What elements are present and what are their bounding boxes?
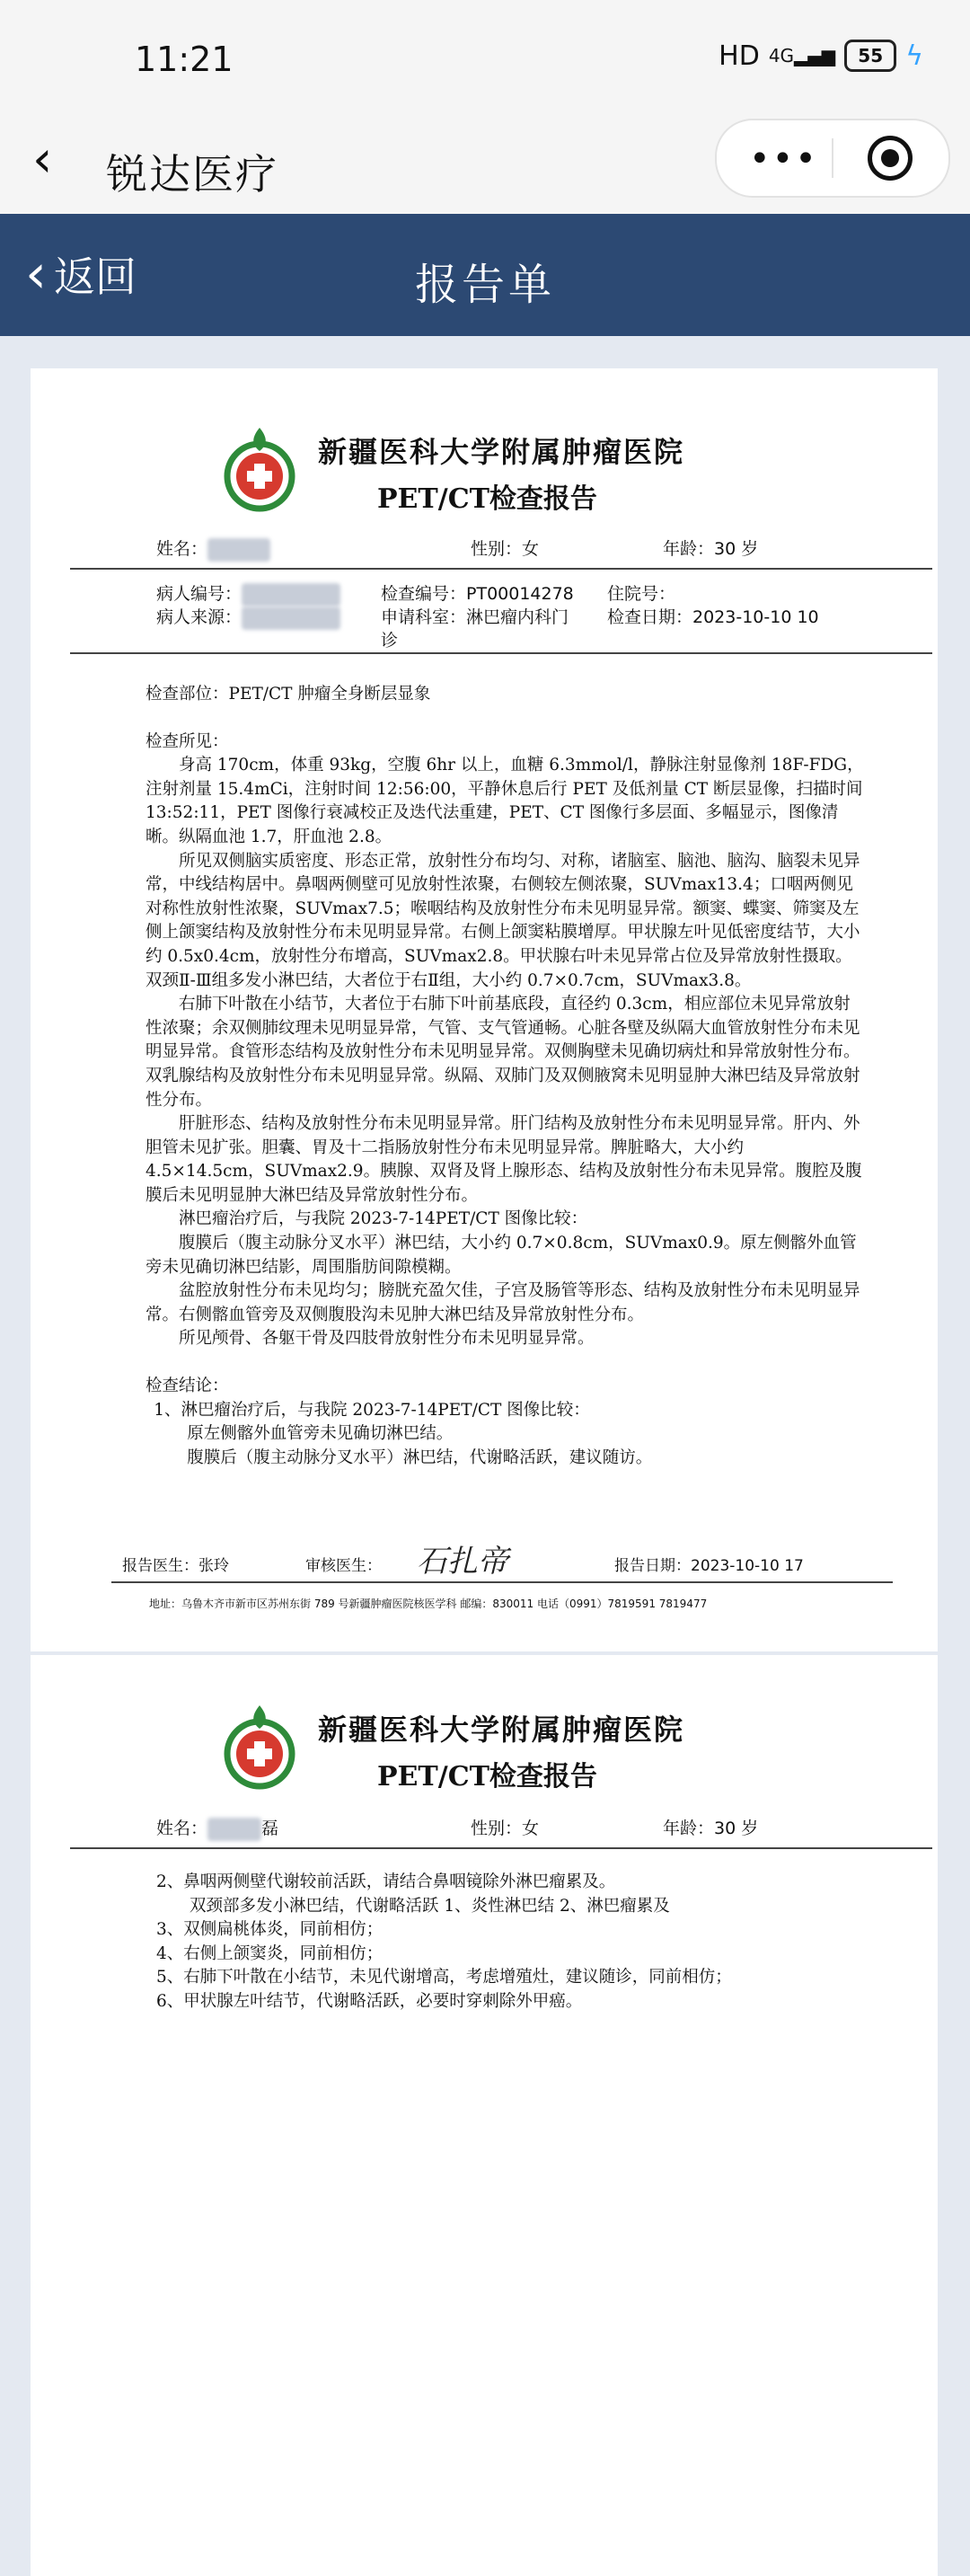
- conclusion-item: 3、双侧扁桃体炎，同前相仿；: [156, 1920, 384, 1940]
- status-time: 11:21: [135, 40, 234, 79]
- divider: [70, 652, 932, 654]
- target-icon[interactable]: [868, 136, 913, 181]
- reviewer-signature: 石扎帝: [417, 1544, 508, 1580]
- hospital-name: 新疆医科大学附属肿瘤医院: [318, 1713, 685, 1747]
- report-body: [146, 683, 864, 1470]
- page-title: 报告单: [414, 260, 555, 310]
- conclusion-title: 检查结论：: [146, 1377, 229, 1396]
- finding-paragraph: 右肺下叶散在小结节，大者位于右肺下叶前基底段，直径约 0.3cm，相应部位未见异常放射性浓聚；余双侧肺纹理未见明显异常，气管、支气管通畅。心脏各壁及纵隔大血管放射性分布未见明显异常。食管形态结构及放射性分布未见明显异常。双侧胸壁未见确切病灶和异常放射性分布。双乳腺结构及放射性分布未见明显异常。纵隔、双肺门及双侧腋窝未见明显肿大淋巴结及异常放射性分布。: [146, 995, 860, 1110]
- report-title: PET/CT检查报告: [377, 1761, 597, 1793]
- hospital-logo-icon: [215, 424, 304, 514]
- patient-gender: 性别：女: [471, 1819, 540, 1838]
- conclusion-item: 原左侧髂外血管旁未见确切淋巴结。: [187, 1424, 454, 1444]
- apply-dept-cont: 诊: [381, 631, 399, 651]
- finding-paragraph: 所见双侧脑实质密度、形态正常，放射性分布均匀、对称，诸脑室、脑池、脑沟、脑裂未见异常，中线结构居中。鼻咽两侧壁可见放射性浓聚，右侧较左侧浓聚，SUVmax13.4；口咽两侧见对称性放射性浓聚，SUVmax7.5；喉咽结构及放射性分布未见明显异常。额窦、蝶窦、筛窦及左侧上颌窦结构及放射性分布未见明显异常。右侧上颌窦粘膜增厚。甲状腺左叶见低密度结节，大小约 0.5x0.4cm，放射性分布增高，SUVmax2.8。甲状腺右叶未见异常占位及异常放射性摄取。双颈Ⅱ-Ⅲ组多发小淋巴结，大者位于右Ⅱ组，大小约 0.7×0.7cm，SUVmax3.8。: [146, 851, 860, 990]
- report-header: [31, 1702, 938, 1810]
- reporter: 报告医生：张玲: [122, 1557, 229, 1575]
- finding-paragraph: 腹膜后（腹主动脉分叉水平）淋巴结，大小约 0.7×0.8cm，SUVmax0.9。原左侧髂外血管旁未见确切淋巴结影，周围脂肪间隙模糊。: [146, 1234, 857, 1277]
- back-chevron-icon[interactable]: ‹: [32, 130, 53, 189]
- source-label: 病人来源：: [156, 607, 242, 627]
- redacted-name: [207, 538, 270, 562]
- more-dots-icon[interactable]: •••: [749, 138, 818, 180]
- miniapp-header: [0, 117, 970, 214]
- report-title: PET/CT检查报告: [377, 483, 597, 515]
- patient-name: [156, 536, 270, 562]
- reviewer-label: 审核医生：: [305, 1557, 382, 1575]
- report-date: 报告日期：2023-10-10 17: [614, 1557, 804, 1575]
- miniapp-capsule: [715, 119, 950, 198]
- exam-date: 检查日期：2023-10-10 10: [607, 607, 819, 627]
- finding-paragraph: 盆腔放射性分布未见均匀；膀胱充盈欠佳，子宫及肠管等形态、结构及放射性分布未见明显异常。右侧髂血管旁及双侧腹股沟未见肿大淋巴结及异常放射性分布。: [146, 1281, 860, 1324]
- exam-no: 检查编号：PT00014278: [381, 584, 574, 604]
- signal-label: 4G: [768, 45, 795, 66]
- report-page-1: [31, 368, 938, 1651]
- status-bar: [0, 0, 970, 117]
- report-page-2: [31, 1655, 938, 2576]
- battery-icon: [844, 40, 896, 72]
- patient-name: [156, 1815, 278, 1841]
- conclusion-item: 2、鼻咽两侧壁代谢较前活跃，请结合鼻咽镜除外淋巴瘤累及。: [156, 1872, 616, 1891]
- conclusion-item: 1、淋巴瘤治疗后，与我院 2023-7-14PET/CT 图像比较：: [154, 1400, 590, 1420]
- redacted-source: [242, 606, 340, 630]
- patient-gender: 性别：女: [471, 539, 540, 559]
- exam-part: 检查部位：PET/CT 肿瘤全身断层显象: [146, 685, 431, 704]
- patient-age: 年龄：30 岁: [663, 539, 759, 559]
- report-header: [31, 424, 938, 532]
- conclusion-item: 腹膜后（腹主动脉分叉水平）淋巴结，代谢略活跃，建议随访。: [187, 1447, 653, 1467]
- apply-dept: 申请科室：淋巴瘤内科门: [381, 607, 569, 627]
- finding-paragraph: 身高 170cm，体重 93kg，空腹 6hr 以上，血糖 6.3mmol/l，静脉注射显像剂 18F-FDG，注射剂量 15.4mCi，注射时间 12:56:00，平静休息后行 PET 及低剂量 CT 断层显像，扫描时间 13:52:11，PET 图像行衰减校正及迭代法重建，PET、CT 图像行多层面、多幅显示，图像清晰。纵隔血池 1.7，肝血池 2.8。: [146, 756, 864, 846]
- conclusion-item: 6、甲状腺左叶结节，代谢略活跃，必要时穿刺除外甲癌。: [156, 1991, 583, 2011]
- hospital-name: 新疆医科大学附属肿瘤医院: [318, 435, 685, 469]
- divider: [70, 1847, 932, 1849]
- conclusion-item: 双颈部多发小淋巴结，代谢略活跃 1、炎性淋巴结 2、淋巴瘤累及: [190, 1896, 670, 1916]
- divider: [111, 1581, 893, 1583]
- findings-title: 检查所见：: [146, 731, 229, 751]
- chevron-left-icon: ‹: [25, 243, 47, 305]
- hospital-address: 地址：乌鲁木齐市新市区苏州东街 789 号新疆肿瘤医院核医学科 邮编：830011 电话（0991）7819591 7819477: [149, 1598, 708, 1610]
- signal-icon: 4G▂▄▆: [768, 45, 836, 66]
- patient-no-label: 病人编号：: [156, 584, 242, 604]
- network-label: HD: [719, 40, 760, 72]
- miniapp-title: 锐达医疗: [106, 150, 278, 199]
- patient-source: [156, 604, 340, 630]
- finding-paragraph: 所见颅骨、各躯干骨及四肢骨放射性分布未见明显异常。: [179, 1329, 595, 1349]
- status-icons: [719, 40, 923, 72]
- name-suffix: 磊: [261, 1819, 279, 1838]
- name-label: 姓名：: [156, 539, 208, 559]
- charging-icon: ϟ: [905, 40, 923, 72]
- name-label: 姓名：: [156, 1819, 208, 1838]
- battery-level: 55: [858, 45, 884, 66]
- hospital-logo-icon: [215, 1702, 304, 1792]
- back-label: 返回: [54, 252, 137, 301]
- patient-no: [156, 580, 340, 606]
- capsule-divider: [832, 138, 833, 178]
- conclusion-item: 5、右肺下叶散在小结节，未见代谢增高，考虑增殖灶，建议随诊，同前相仿；: [156, 1968, 732, 1987]
- conclusion-continued: [156, 1871, 893, 2014]
- inpatient-no: 住院号：: [607, 584, 676, 604]
- conclusion-item: 4、右侧上颌窦炎，同前相仿；: [156, 1943, 384, 1963]
- finding-paragraph: 淋巴瘤治疗后，与我院 2023-7-14PET/CT 图像比较：: [179, 1209, 588, 1229]
- patient-age: 年龄：30 岁: [663, 1819, 759, 1838]
- redacted-patient-no: [242, 583, 340, 606]
- finding-paragraph: 肝脏形态、结构及放射性分布未见明显异常。肝门结构及放射性分布未见明显异常。肝内、外胆管未见扩张。胆囊、胃及十二指肠放射性分布未见明显异常。脾脏略大，大小约 4.5×14.5cm，SUVmax2.9。胰腺、双肾及肾上腺形态、结构及放射性分布未见异常。腹腔及腹膜后未见明显肿大淋巴结及异常放射性分布。: [146, 1114, 862, 1205]
- page-navbar: [0, 214, 970, 336]
- divider: [70, 568, 932, 570]
- redacted-name: [207, 1818, 261, 1841]
